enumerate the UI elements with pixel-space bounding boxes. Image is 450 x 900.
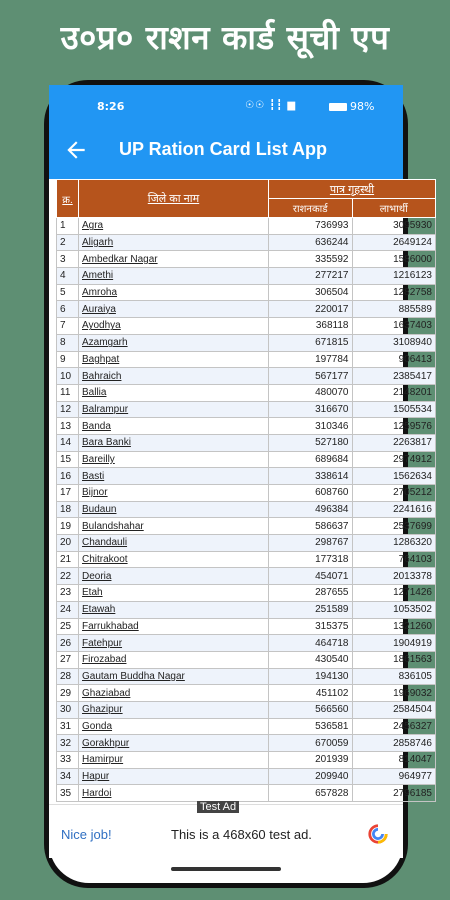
beneficiary-count: 2705212 [352, 485, 436, 502]
district-link[interactable]: Bareilly [79, 451, 269, 468]
beneficiary-count: 1321260 [352, 618, 436, 635]
beneficiary-count: 3108940 [352, 334, 436, 351]
beneficiary-count: 2584504 [352, 701, 436, 718]
district-link[interactable]: Ayodhya [79, 318, 269, 335]
ration-card-count: 197784 [269, 351, 353, 368]
table-row[interactable] [57, 451, 436, 468]
row-serial-no: 23 [57, 585, 79, 602]
ration-card-count: 527180 [269, 434, 353, 451]
row-serial-no: 29 [57, 685, 79, 702]
district-link[interactable]: Etawah [79, 601, 269, 618]
phone-screen [49, 85, 432, 883]
row-serial-no: 25 [57, 618, 79, 635]
ration-card-count: 536581 [269, 718, 353, 735]
table-row[interactable] [57, 551, 436, 568]
table-row[interactable] [57, 384, 436, 401]
table-row[interactable] [57, 334, 436, 351]
ration-card-count: 177318 [269, 551, 353, 568]
district-link[interactable]: Ghaziabad [79, 685, 269, 702]
district-link[interactable]: Balrampur [79, 401, 269, 418]
home-indicator[interactable] [171, 867, 281, 871]
ration-card-count: 368118 [269, 318, 353, 335]
beneficiary-count: 2263817 [352, 434, 436, 451]
ration-card-count: 310346 [269, 418, 353, 435]
status-icons: ☉☉ ┇┇ ▆ [245, 100, 297, 111]
beneficiary-count: 2456327 [352, 718, 436, 735]
row-serial-no: 24 [57, 601, 79, 618]
app-title: UP Ration Card List App [119, 139, 328, 159]
ration-card-count: 586637 [269, 518, 353, 535]
row-serial-no: 13 [57, 418, 79, 435]
beneficiary-count: 2013378 [352, 568, 436, 585]
row-serial-no: 18 [57, 501, 79, 518]
ad-nice-job[interactable]: Nice job! [61, 827, 112, 842]
beneficiary-count: 814047 [352, 752, 436, 769]
beneficiary-count: 1505534 [352, 401, 436, 418]
table-row[interactable] [57, 535, 436, 552]
beneficiary-count: 1282758 [352, 284, 436, 301]
row-serial-no: 34 [57, 768, 79, 785]
beneficiary-count: 906413 [352, 351, 436, 368]
beneficiary-count: 2796185 [352, 785, 436, 802]
row-serial-no: 6 [57, 301, 79, 318]
ad-text[interactable]: This is a 468x60 test ad. [171, 827, 312, 842]
district-link[interactable]: Ghazipur [79, 701, 269, 718]
table-row[interactable] [57, 301, 436, 318]
district-link[interactable]: Bara Banki [79, 434, 269, 451]
beneficiary-count: 2148201 [352, 384, 436, 401]
table-row[interactable] [57, 468, 436, 485]
district-link[interactable]: Chitrakoot [79, 551, 269, 568]
district-link[interactable]: Hapur [79, 768, 269, 785]
beneficiary-count: 1904919 [352, 635, 436, 652]
promo-title: उ०प्र० राशन कार्ड सूची एप [60, 18, 390, 57]
row-serial-no: 32 [57, 735, 79, 752]
ration-card-count: 454071 [269, 568, 353, 585]
district-link[interactable]: Hamirpur [79, 752, 269, 769]
beneficiary-count: 1271426 [352, 585, 436, 602]
district-link[interactable]: Gautam Buddha Nagar [79, 668, 269, 685]
district-link[interactable]: Amroha [79, 284, 269, 301]
beneficiary-count: 2974912 [352, 451, 436, 468]
table-row[interactable] [57, 701, 436, 718]
district-link[interactable]: Gorakhpur [79, 735, 269, 752]
beneficiary-count: 2537699 [352, 518, 436, 535]
table-row[interactable] [57, 401, 436, 418]
district-link[interactable]: Deoria [79, 568, 269, 585]
beneficiary-count: 1861563 [352, 651, 436, 668]
row-serial-no: 7 [57, 318, 79, 335]
ration-card-count: 287655 [269, 585, 353, 602]
row-serial-no: 21 [57, 551, 79, 568]
row-serial-no: 28 [57, 668, 79, 685]
ration-card-count: 335592 [269, 251, 353, 268]
row-serial-no: 35 [57, 785, 79, 802]
district-link[interactable]: Farrukhabad [79, 618, 269, 635]
table-row[interactable] [57, 768, 436, 785]
table-row[interactable] [57, 635, 436, 652]
table-row[interactable] [57, 318, 436, 335]
ad-banner[interactable] [49, 801, 403, 858]
district-link[interactable]: Bulandshahar [79, 518, 269, 535]
table-row[interactable] [57, 234, 436, 251]
table-row[interactable] [57, 418, 436, 435]
ration-card-count: 566560 [269, 701, 353, 718]
district-link[interactable]: Basti [79, 468, 269, 485]
beneficiary-count: 2858746 [352, 735, 436, 752]
row-serial-no: 22 [57, 568, 79, 585]
ration-card-count: 209940 [269, 768, 353, 785]
district-link[interactable]: Etah [79, 585, 269, 602]
row-serial-no: 8 [57, 334, 79, 351]
table-row[interactable] [57, 251, 436, 268]
beneficiary-count: 2649124 [352, 234, 436, 251]
table-row[interactable] [57, 368, 436, 385]
status-bar [49, 85, 403, 123]
district-link[interactable]: Gonda [79, 718, 269, 735]
row-serial-no: 17 [57, 485, 79, 502]
phone-frame [44, 80, 432, 888]
table-row[interactable] [57, 718, 436, 735]
ration-card-count: 338614 [269, 468, 353, 485]
beneficiary-count: 964977 [352, 768, 436, 785]
district-link[interactable]: Baghpat [79, 351, 269, 368]
ration-card-count: 464718 [269, 635, 353, 652]
table-row[interactable] [57, 585, 436, 602]
district-link[interactable]: Aligarh [79, 234, 269, 251]
table-row[interactable] [57, 735, 436, 752]
beneficiary-count: 1286320 [352, 535, 436, 552]
beneficiary-count: 1562634 [352, 468, 436, 485]
table-row[interactable] [57, 268, 436, 285]
table-row[interactable] [57, 601, 436, 618]
table-row[interactable] [57, 685, 436, 702]
ration-card-count: 567177 [269, 368, 353, 385]
beneficiary-count: 2385417 [352, 368, 436, 385]
district-link[interactable]: Auraiya [79, 301, 269, 318]
ration-card-count: 689684 [269, 451, 353, 468]
row-serial-no: 9 [57, 351, 79, 368]
ad-tag: Test Ad [197, 801, 239, 813]
table-row[interactable] [57, 485, 436, 502]
ration-card-count: 316670 [269, 401, 353, 418]
row-serial-no: 1 [57, 218, 79, 235]
row-serial-no: 4 [57, 268, 79, 285]
table-row[interactable] [57, 434, 436, 451]
battery-icon [329, 103, 347, 111]
row-serial-no: 31 [57, 718, 79, 735]
district-link[interactable]: Budaun [79, 501, 269, 518]
district-link[interactable]: Banda [79, 418, 269, 435]
ration-card-count: 277217 [269, 268, 353, 285]
ration-card-count: 451102 [269, 685, 353, 702]
ration-card-count: 315375 [269, 618, 353, 635]
ration-card-count: 736993 [269, 218, 353, 235]
ration-card-count: 480070 [269, 384, 353, 401]
header-serial-no: क्र. [57, 180, 79, 218]
district-link[interactable]: Azamgarh [79, 334, 269, 351]
header-beneficiaries: लाभार्थी [352, 199, 436, 218]
table-row[interactable] [57, 651, 436, 668]
beneficiary-count: 3095930 [352, 218, 436, 235]
district-link[interactable]: Bahraich [79, 368, 269, 385]
table-row[interactable] [57, 518, 436, 535]
table-row[interactable] [57, 568, 436, 585]
table-row[interactable] [57, 284, 436, 301]
ration-card-count: 657828 [269, 785, 353, 802]
row-serial-no: 20 [57, 535, 79, 552]
district-link[interactable]: Ambedkar Nagar [79, 251, 269, 268]
beneficiary-count: 1969032 [352, 685, 436, 702]
ration-card-count: 430540 [269, 651, 353, 668]
ration-card-count: 306504 [269, 284, 353, 301]
beneficiary-count: 1216123 [352, 268, 436, 285]
row-serial-no: 3 [57, 251, 79, 268]
district-link[interactable]: Fatehpur [79, 635, 269, 652]
ration-card-count: 194130 [269, 668, 353, 685]
district-link[interactable]: Agra [79, 218, 269, 235]
table-row[interactable] [57, 351, 436, 368]
row-serial-no: 16 [57, 468, 79, 485]
table-row[interactable] [57, 785, 436, 802]
table-row[interactable] [57, 752, 436, 769]
header-district-name: जिले का नाम [79, 180, 269, 218]
row-serial-no: 26 [57, 635, 79, 652]
app-bar [49, 123, 403, 179]
ration-card-count: 496384 [269, 501, 353, 518]
district-table-container[interactable] [49, 179, 432, 804]
header-eligible-household: पात्र गृहस्थी [269, 180, 436, 199]
district-link[interactable]: Chandauli [79, 535, 269, 552]
table-row[interactable] [57, 618, 436, 635]
district-link[interactable]: Amethi [79, 268, 269, 285]
battery-indicator [329, 100, 374, 113]
table-row[interactable] [57, 501, 436, 518]
row-serial-no: 14 [57, 434, 79, 451]
header-ration-cards: राशनकार्ड [269, 199, 353, 218]
table-row[interactable] [57, 218, 436, 235]
ad-logo-icon[interactable] [367, 823, 389, 845]
beneficiary-count: 1637403 [352, 318, 436, 335]
status-time: 8:26 [97, 100, 125, 113]
ration-card-count: 608760 [269, 485, 353, 502]
row-serial-no: 30 [57, 701, 79, 718]
table-row[interactable] [57, 668, 436, 685]
row-serial-no: 27 [57, 651, 79, 668]
beneficiary-count: 836105 [352, 668, 436, 685]
row-serial-no: 2 [57, 234, 79, 251]
ration-card-count: 201939 [269, 752, 353, 769]
row-serial-no: 10 [57, 368, 79, 385]
beneficiary-count: 1053502 [352, 601, 436, 618]
ration-card-count: 251589 [269, 601, 353, 618]
beneficiary-count: 1586000 [352, 251, 436, 268]
beneficiary-count: 1259576 [352, 418, 436, 435]
row-serial-no: 33 [57, 752, 79, 769]
ration-card-count: 671815 [269, 334, 353, 351]
row-serial-no: 12 [57, 401, 79, 418]
row-serial-no: 15 [57, 451, 79, 468]
row-serial-no: 19 [57, 518, 79, 535]
row-serial-no: 11 [57, 384, 79, 401]
beneficiary-count: 885589 [352, 301, 436, 318]
ration-card-count: 670059 [269, 735, 353, 752]
battery-percent: 98% [350, 100, 375, 113]
district-link[interactable]: Hardoi [79, 785, 269, 802]
arrow-left-icon[interactable] [63, 137, 89, 163]
ration-card-count: 298767 [269, 535, 353, 552]
ration-card-count: 220017 [269, 301, 353, 318]
ration-card-count: 636244 [269, 234, 353, 251]
district-link[interactable]: Firozabad [79, 651, 269, 668]
district-link[interactable]: Ballia [79, 384, 269, 401]
district-link[interactable]: Bijnor [79, 485, 269, 502]
row-serial-no: 5 [57, 284, 79, 301]
beneficiary-count: 2241616 [352, 501, 436, 518]
district-table [56, 179, 436, 802]
beneficiary-count: 764103 [352, 551, 436, 568]
